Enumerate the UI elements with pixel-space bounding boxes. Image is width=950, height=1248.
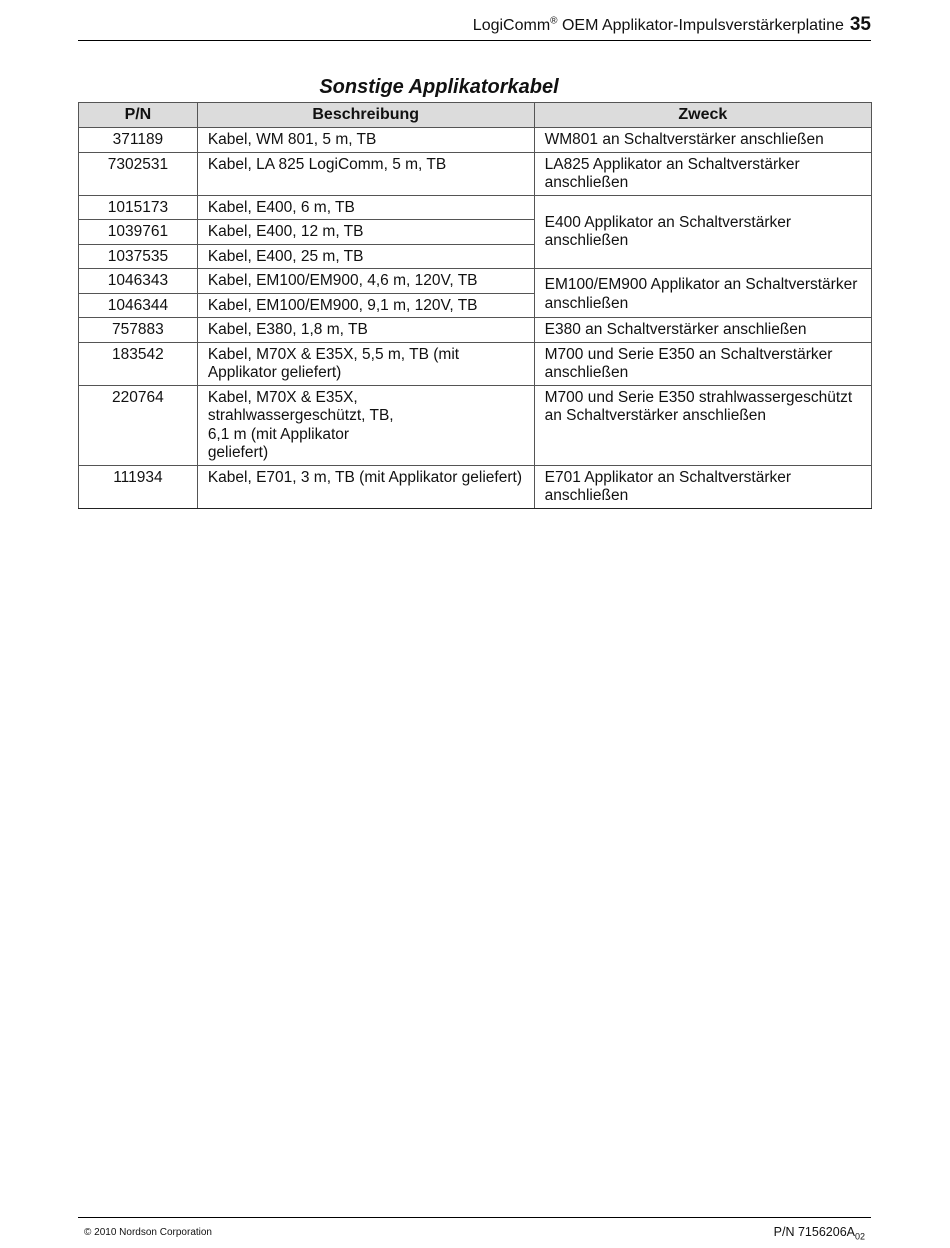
document-title-rest: OEM Applikator-Impulsverstärkerplatine — [557, 17, 844, 34]
column-header-purpose: Zweck — [534, 103, 871, 128]
document-title — [473, 17, 844, 34]
purpose-cell: E400 Applikator an Schaltverstärker anschließen — [534, 195, 871, 269]
purpose-cell: M700 und Serie E350 an Schaltverstärker anschließen — [534, 342, 871, 385]
part-number-cell: 1046343 — [79, 269, 198, 294]
registered-mark: ® — [550, 15, 558, 27]
purpose-cell: E380 an Schaltverstärker anschließen — [534, 318, 871, 343]
description-cell: Kabel, E400, 12 m, TB — [197, 220, 534, 245]
column-header-pn: P/N — [79, 103, 198, 128]
page-header — [78, 14, 871, 41]
purpose-cell: EM100/EM900 Applikator an Schaltverstärker anschließen — [534, 269, 871, 318]
part-number-cell: 1037535 — [79, 244, 198, 269]
purpose-cell: WM801 an Schaltverstärker anschließen — [534, 128, 871, 153]
cable-table — [78, 102, 872, 509]
description-cell: Kabel, E380, 1,8 m, TB — [197, 318, 534, 343]
part-number-cell: 757883 — [79, 318, 198, 343]
part-number-cell: 1015173 — [79, 195, 198, 220]
table-row — [79, 152, 872, 195]
table-row — [79, 465, 872, 508]
part-number-cell: 7302531 — [79, 152, 198, 195]
part-number-cell: 183542 — [79, 342, 198, 385]
table-row — [79, 385, 872, 465]
part-number-cell: 1046344 — [79, 293, 198, 318]
purpose-cell: LA825 Applikator an Schaltverstärker anschließen — [534, 152, 871, 195]
description-cell: Kabel, E400, 25 m, TB — [197, 244, 534, 269]
table-row — [79, 128, 872, 153]
part-number-cell: 220764 — [79, 385, 198, 465]
table-row — [79, 269, 872, 294]
description-cell: Kabel, M70X & E35X, 5,5 m, TB (mit Applikator geliefert) — [197, 342, 534, 385]
column-header-description: Beschreibung — [197, 103, 534, 128]
purpose-cell: M700 und Serie E350 strahlwassergeschützt an Schaltverstärker anschließen — [534, 385, 871, 465]
part-number-cell: 111934 — [79, 465, 198, 508]
page-footer — [78, 1217, 871, 1242]
part-number-cell: 1039761 — [79, 220, 198, 245]
brand-name: LogiComm — [472, 17, 551, 34]
description-cell: Kabel, M70X & E35X, strahlwassergeschützt, TB, 6,1 m (mit Applikator geliefert) — [197, 385, 534, 465]
purpose-cell: E701 Applikator an Schaltverstärker anschließen — [534, 465, 871, 508]
table-header-row — [79, 103, 872, 128]
description-cell: Kabel, EM100/EM900, 4,6 m, 120V, TB — [197, 269, 534, 294]
table-row — [79, 195, 872, 220]
table-row — [79, 318, 872, 343]
description-cell: Kabel, E400, 6 m, TB — [197, 195, 534, 220]
part-number-label: P/N 7156206A — [773, 1225, 855, 1239]
description-cell: Kabel, WM 801, 5 m, TB — [197, 128, 534, 153]
description-cell: Kabel, E701, 3 m, TB (mit Applikator geliefert) — [197, 465, 534, 508]
revision-number: 02 — [854, 1231, 865, 1242]
table-row — [79, 342, 872, 385]
page-number: 35 — [849, 14, 871, 35]
description-cell: Kabel, EM100/EM900, 9,1 m, 120V, TB — [197, 293, 534, 318]
part-number-cell: 371189 — [79, 128, 198, 153]
document-part-number — [774, 1225, 865, 1242]
copyright-notice: © 2010 Nordson Corporation — [84, 1227, 212, 1238]
description-cell: Kabel, LA 825 LogiComm, 5 m, TB — [197, 152, 534, 195]
section-title: Sonstige Applikatorkabel — [319, 76, 559, 98]
